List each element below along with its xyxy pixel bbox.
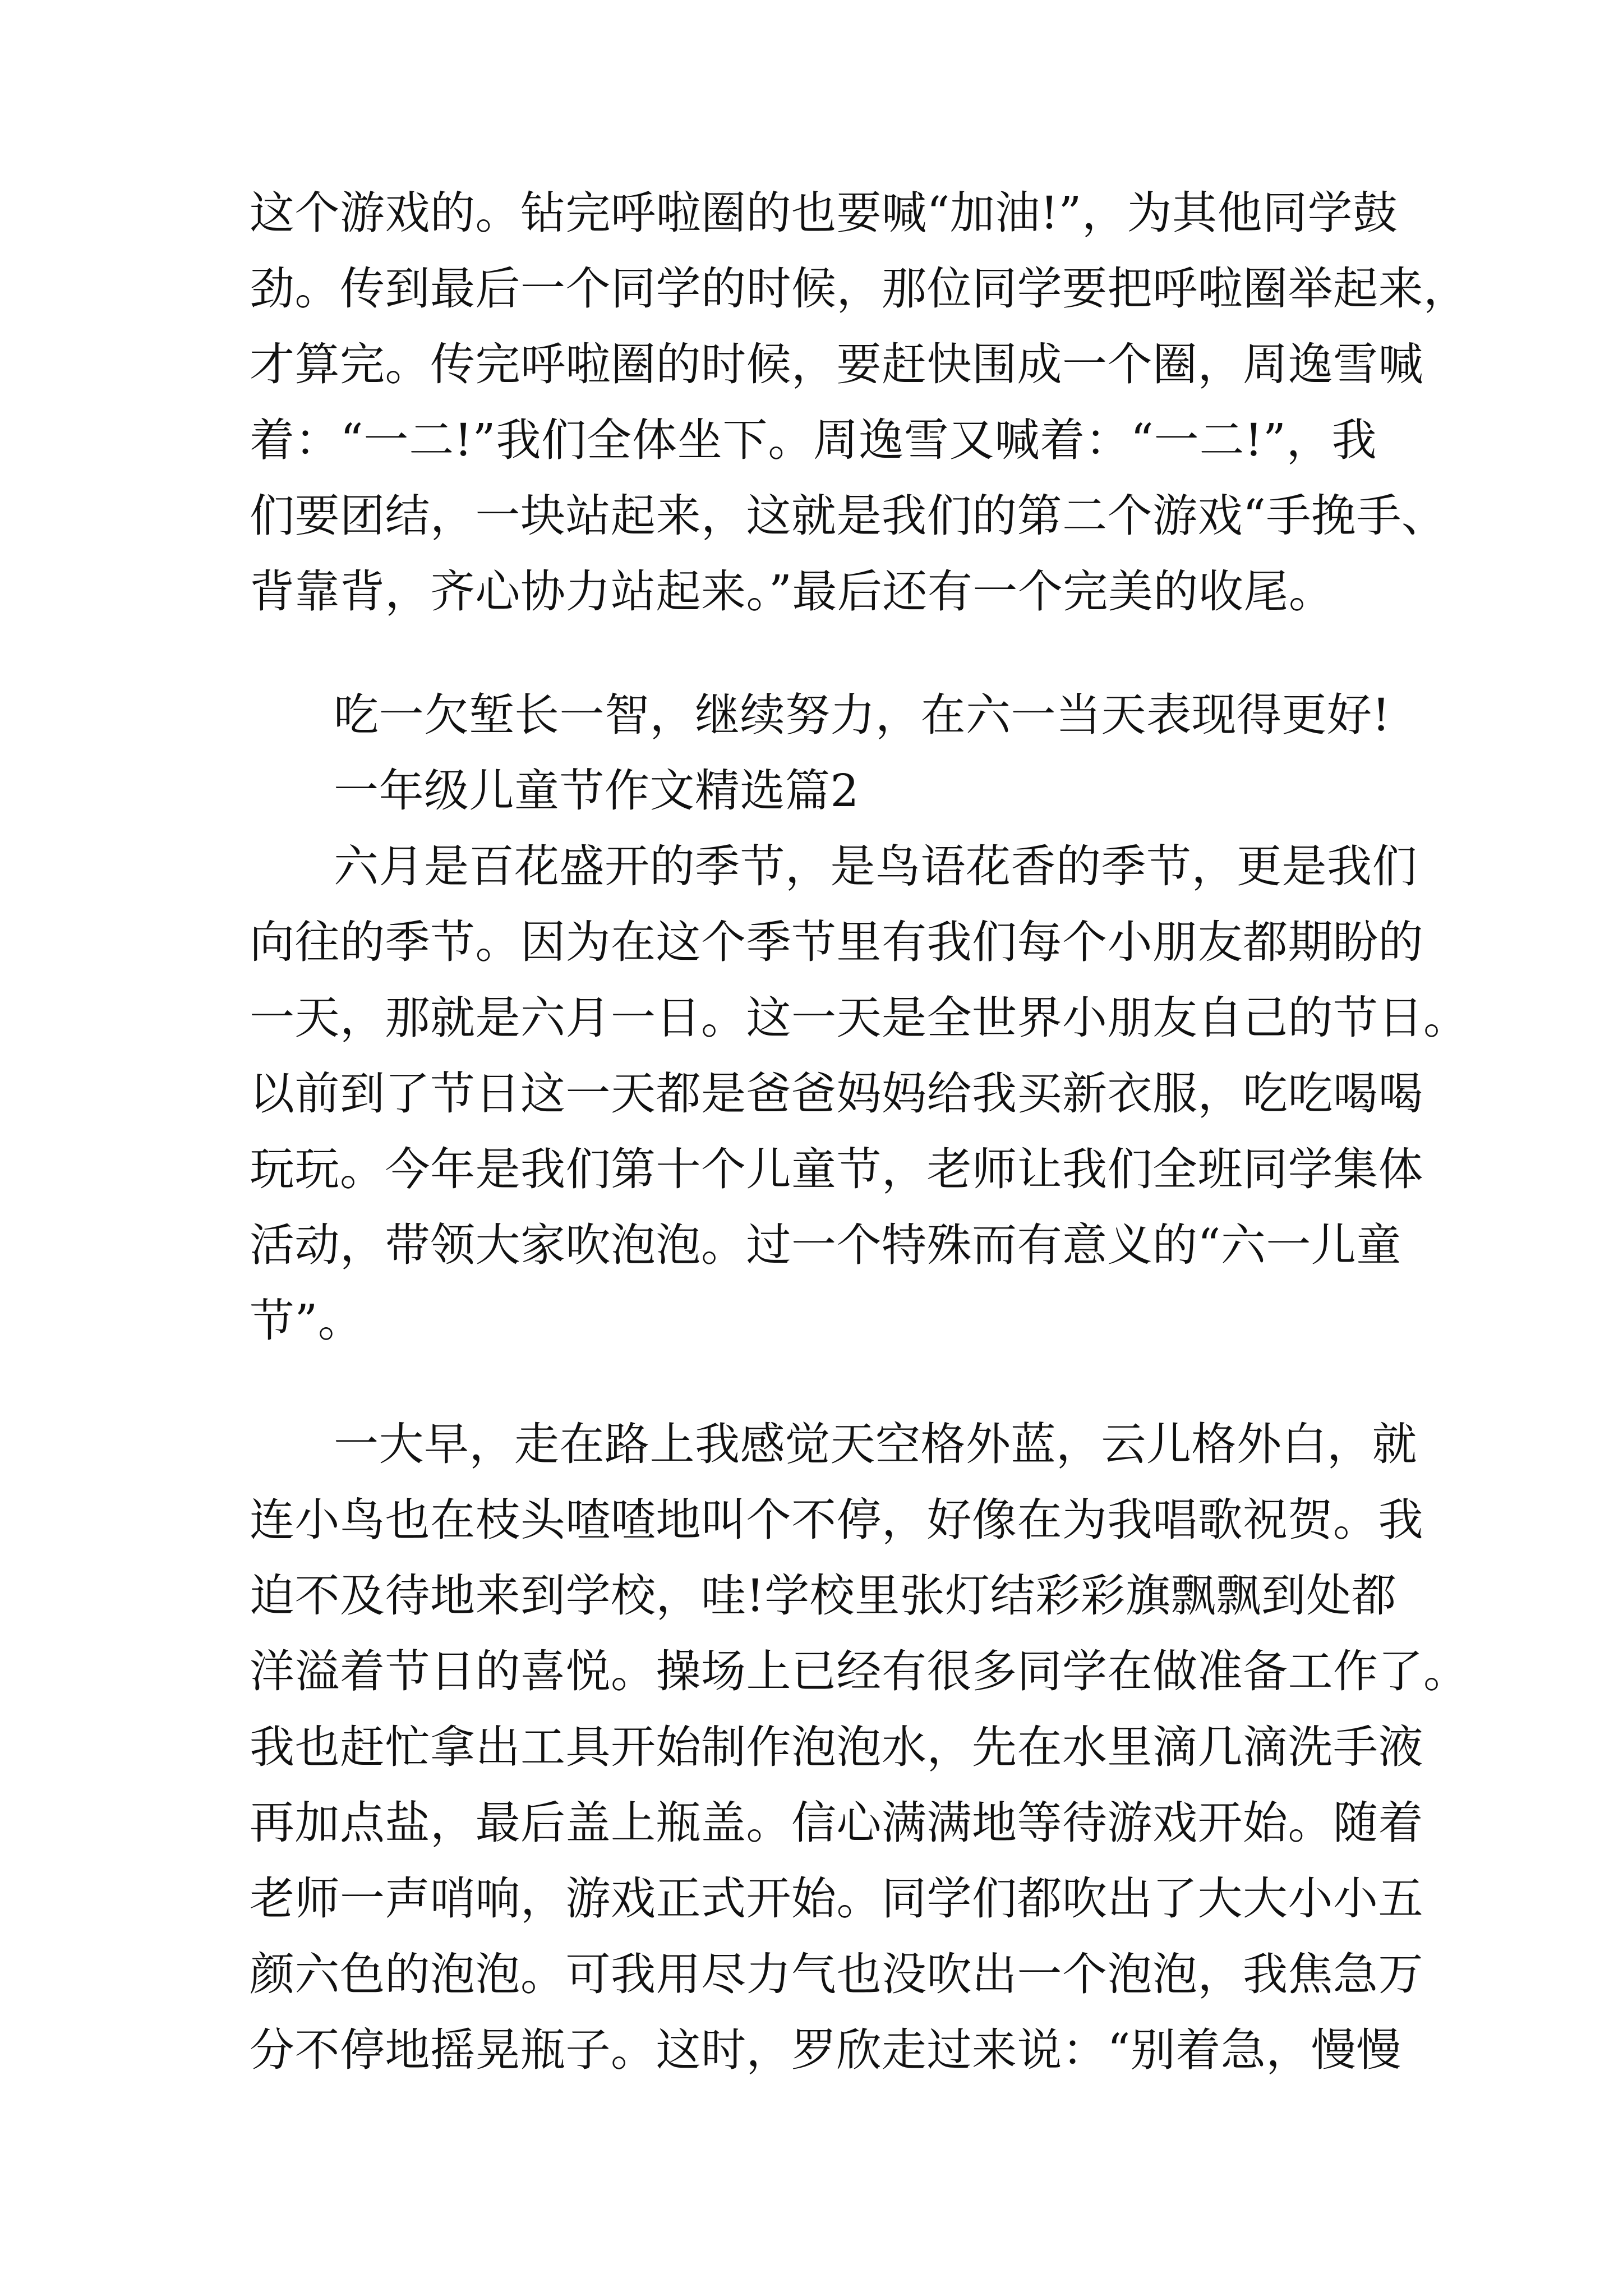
body-text-line: 六月是百花盛开的季节，是鸟语花香的季节，更是我们 bbox=[334, 840, 1417, 892]
body-text-line: 我也赶忙拿出工具开始制作泡泡水，先在水里滴几滴洗手液 bbox=[250, 1721, 1423, 1773]
body-text-line: 再加点盐，最后盖上瓶盖。信心满满地等待游戏开始。随着 bbox=[250, 1797, 1423, 1849]
body-text-line: 活动，带领大家吹泡泡。过一个特殊而有意义的“六一儿童 bbox=[250, 1219, 1401, 1271]
body-text-line: 向往的季节。因为在这个季节里有我们每个小朋友都期盼的 bbox=[250, 916, 1423, 968]
body-text-line: 一天，那就是六月一日。这一天是全世界小朋友自己的节日。 bbox=[250, 992, 1469, 1044]
body-text-line: 老师一声哨响，游戏正式开始。同学们都吹出了大大小小五 bbox=[250, 1872, 1423, 1925]
body-text-line: 们要团结，一块站起来，这就是我们的第二个游戏“手挽手、 bbox=[250, 490, 1447, 542]
section-heading: 一年级儿童节作文精选篇2 bbox=[334, 765, 859, 817]
body-text-line: 节”。 bbox=[250, 1295, 363, 1347]
body-text-line: 洋溢着节日的喜悦。操场上已经有很多同学在做准备工作了。 bbox=[250, 1645, 1469, 1697]
body-text-line: 才算完。传完呼啦圈的时候，要赶快围成一个圈，周逸雪喊 bbox=[250, 338, 1423, 390]
body-text-line: 一大早，走在路上我感觉天空格外蓝，云儿格外白，就 bbox=[334, 1418, 1417, 1470]
body-text-line: 劲。传到最后一个同学的时候，那位同学要把呼啦圈举起来， bbox=[250, 263, 1469, 315]
body-text-line: 玩玩。今年是我们第十个儿童节，老师让我们全班同学集体 bbox=[250, 1143, 1423, 1195]
body-text-line: 连小鸟也在枝头喳喳地叫个不停，好像在为我唱歌祝贺。我 bbox=[250, 1494, 1423, 1546]
body-text-line: 分不停地摇晃瓶子。这时，罗欣走过来说：“别着急，慢慢 bbox=[250, 2024, 1401, 2076]
body-text-line: 吃一欠堑长一智，继续努力，在六一当天表现得更好! bbox=[334, 689, 1391, 741]
body-text-line: 迫不及待地来到学校，哇!学校里张灯结彩彩旗飘飘到处都 bbox=[250, 1570, 1397, 1622]
body-text-line: 以前到了节日这一天都是爸爸妈妈给我买新衣服，吃吃喝喝 bbox=[250, 1068, 1423, 1120]
body-text-line: 着：“一二!”我们全体坐下。周逸雪又喊着：“一二!”，我 bbox=[250, 414, 1377, 466]
body-text-line: 这个游戏的。钻完呼啦圈的也要喊“加油!”，为其他同学鼓 bbox=[250, 187, 1398, 239]
body-text-line: 颜六色的泡泡。可我用尽力气也没吹出一个泡泡，我焦急万 bbox=[250, 1948, 1423, 2000]
body-text-line: 背靠背，齐心协力站起来。”最后还有一个完美的收尾。 bbox=[250, 565, 1334, 618]
document-page bbox=[250, 0, 1469, 2296]
